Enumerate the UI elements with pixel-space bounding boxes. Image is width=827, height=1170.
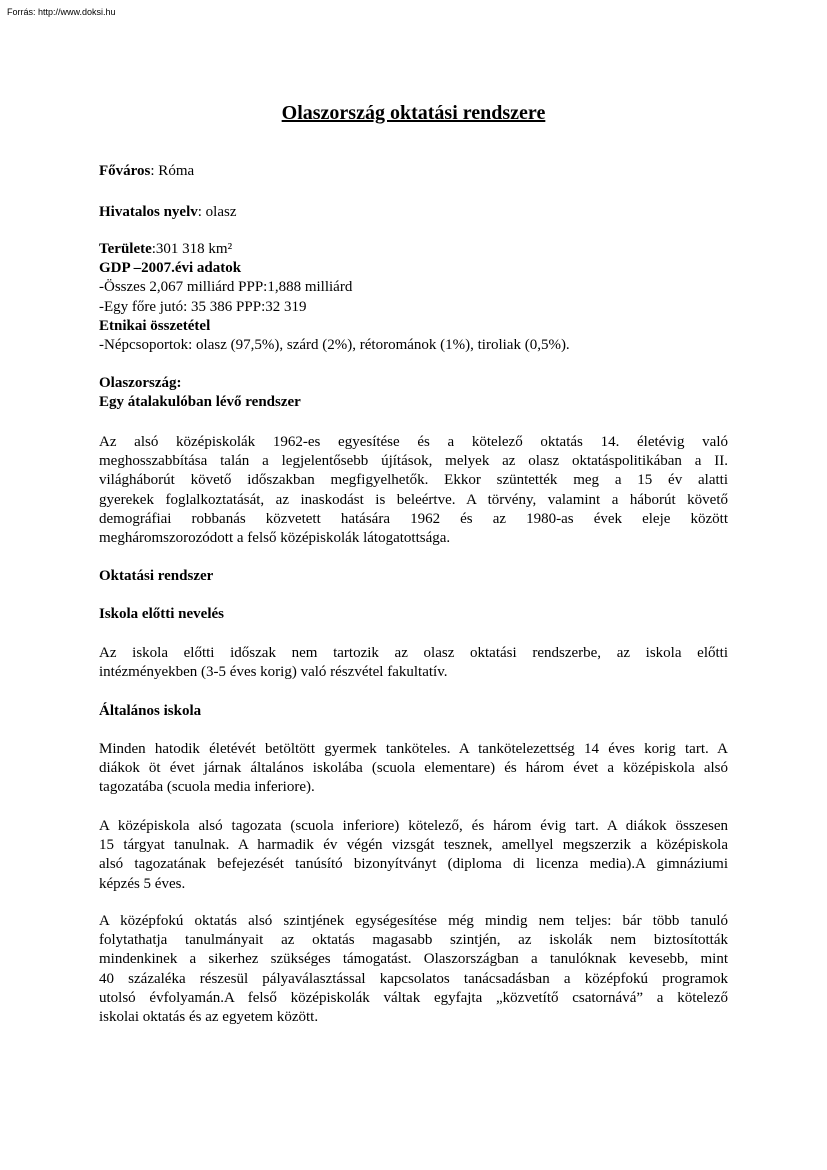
paragraph-line: intézményekben (3-5 éves korig) való részvétel fakultatív.: [99, 664, 448, 681]
section-education-system: [99, 567, 728, 586]
facts-block: [99, 240, 728, 355]
paragraph-line: Az iskola előtti időszak nem tartozik az olasz oktatási rendszerbe, az iskola előtti: [99, 645, 728, 661]
paragraph-line: 40 százaléka részesül pályaválasztással kapcsolatos tanácsadásban a középfokú programok: [99, 970, 728, 987]
language-line: [99, 203, 728, 222]
section-heading-country: Olaszország:: [99, 375, 182, 391]
paragraph-primary-2: [99, 817, 728, 894]
paragraph-line: iskolai oktatás és az egyetem között.: [99, 1009, 319, 1026]
source-header: Forrás: http://www.doksi.hu: [7, 7, 116, 17]
paragraph-line: A középiskola alsó tagozata (scuola inferiore) kötelező, és három évig tart. A diákok összesen: [99, 818, 728, 834]
paragraph-line: folytathatja tanulmányait az oktatás magasabb szintjén, az iskolák nem biztosították: [99, 932, 728, 949]
paragraph-line: tagozatába (scuola media inferiore).: [99, 779, 315, 796]
section-heading-transition: Egy átalakulóban lévő rendszer: [99, 394, 301, 411]
section-heading-primary-school: Általános iskola: [99, 703, 202, 719]
paragraph-line: mindenkinek a sikerhez szükséges támogatást. Olaszországban a tanulóknak kevesebb, mint: [99, 951, 728, 968]
paragraph-transition: [99, 433, 728, 548]
paragraph-line: diákok öt évet járnak általános iskolába (scuola elementare) és három évet a középiskola alsó: [99, 760, 728, 777]
area-label: Területe: [99, 241, 152, 257]
capital-value: : Róma: [150, 163, 195, 179]
area-line: [99, 240, 728, 259]
paragraph-line: utolsó évfolyamán.A felső középiskolák váltak egyfajta „közvetítő csatornává” a kötelező: [99, 989, 728, 1006]
paragraph-line: demográfiai robbanás közvetett hatására 1962 és az 1980-as évek eleje között: [99, 510, 728, 527]
ethnic-heading: Etnikai összetétel: [99, 317, 211, 334]
paragraph-line: 15 tárgyat tanulnak. A harmadik év végén vizsgát tesznek, amellyel megszerzik a középiskola: [99, 837, 728, 854]
section-primary-school: [99, 702, 728, 721]
gdp-per-capita: -Egy főre jutó: 35 386 PPP:32 319: [99, 298, 307, 315]
paragraph-line: világháborút követő időszakban megfigyelhetők. Ekkor szüntették meg a 15 év alatti: [99, 472, 728, 489]
paragraph-line: A középfokú oktatás alsó szintjének egységesítése még mindig nem teljes: bár több tanuló: [99, 913, 728, 929]
section-heading-education-system: Oktatási rendszer: [99, 568, 214, 584]
paragraph-line: alsó tagozatának befejezését tanúsító bizonyítványt (diploma di licenza media).A gimnáziumi: [99, 856, 728, 873]
language-label: Hivatalos nyelv: [99, 204, 198, 220]
paragraph-line: Minden hatodik életévét betöltött gyermek tanköteles. A tankötelezettség 14 éves korig tart. A: [99, 741, 728, 757]
paragraph-primary-3: [99, 912, 728, 1027]
ethnic-groups: -Népcsoportok: olasz (97,5%), szárd (2%), rétorománok (1%), tiroliak (0,5%).: [99, 337, 570, 354]
section-transition-heading: [99, 374, 728, 412]
paragraph-line: meghosszabbítása talán a legjelentősebb újítások, melyek az olasz oktatáspolitikában a II.: [99, 453, 728, 470]
paragraph-preschool: [99, 644, 728, 682]
document-title: Olaszország oktatási rendszere: [281, 102, 546, 124]
area-value: :301 318 km²: [151, 241, 233, 257]
paragraph-line: Az alsó középiskolák 1962-es egyesítése és a kötelező oktatás 14. életévig való: [99, 434, 728, 450]
paragraph-line: megháromszorozódott a felső középiskolák látogatottsága.: [99, 530, 451, 547]
language-value: : olasz: [197, 204, 237, 220]
gdp-total: -Összes 2,067 milliárd PPP:1,888 milliárd: [99, 279, 353, 296]
section-heading-preschool: Iskola előtti nevelés: [99, 606, 224, 622]
capital-line: [99, 162, 728, 181]
capital-label: Főváros: [99, 163, 151, 179]
section-preschool: [99, 605, 728, 624]
gdp-heading: GDP –2007.évi adatok: [99, 260, 242, 277]
paragraph-line: képzés 5 éves.: [99, 875, 186, 892]
paragraph-primary-1: [99, 740, 728, 798]
paragraph-line: gyerekek foglalkoztatását, az inaskodást is beleértve. A törvény, valamint a háborút követő: [99, 491, 728, 508]
